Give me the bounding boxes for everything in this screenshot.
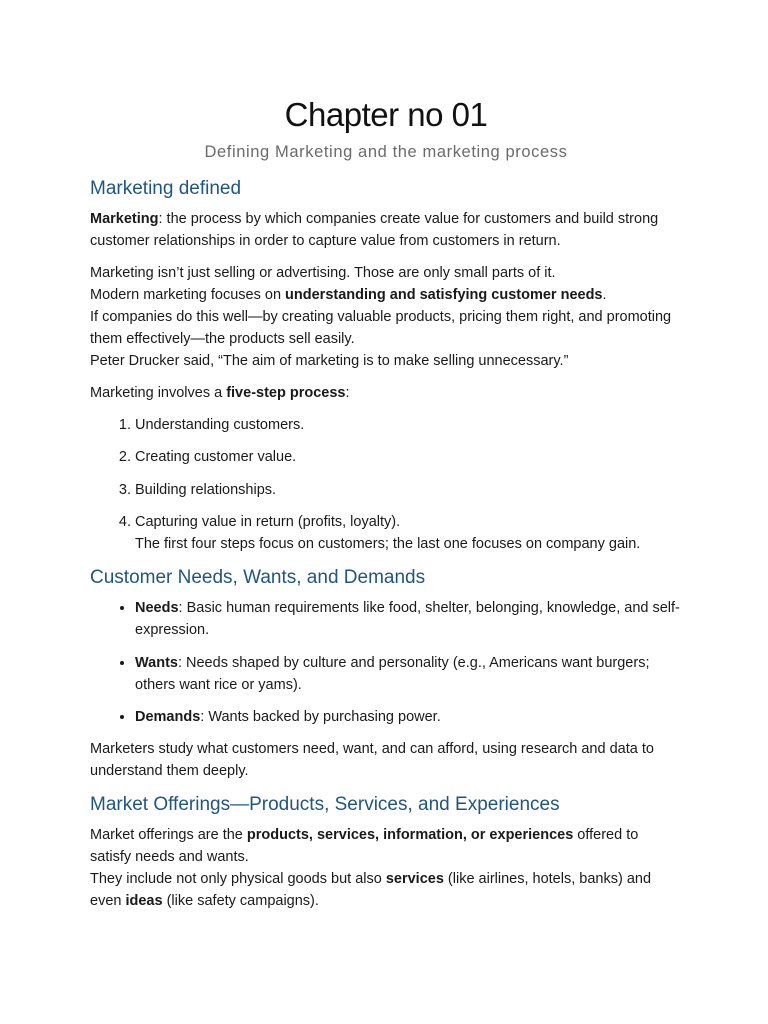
offerings-line-2-mid: (like airlines, hotels, banks) and even — [90, 870, 652, 909]
offerings-line-1 — [90, 824, 682, 868]
five-step-list — [90, 414, 682, 555]
marketing-definition — [90, 208, 682, 252]
needs-wants-demands-list — [90, 597, 682, 728]
needs-summary-paragraph: Marketers study what customers need, want, and can afford, using research and data to understand them deeply. — [90, 740, 654, 779]
five-step-intro-text: Marketing involves a — [90, 385, 227, 401]
offerings-services-bold: services — [385, 870, 444, 887]
chapter-subtitle: Defining Marketing and the marketing process — [204, 143, 568, 161]
definition-text: : the process by which companies create value for customers and build strong customer relationships in order to capture value from customers in return. — [90, 211, 659, 249]
offerings-line-1-text: Market offerings are the — [90, 826, 247, 843]
bullet-text: : Needs shaped by culture and personality (e.g., Americans want burgers; others want rice or yams). — [135, 654, 650, 693]
list-item — [135, 652, 682, 696]
five-step-intro — [90, 382, 682, 404]
marketing-overview-paragraph — [90, 262, 682, 372]
list-item: 2. Creating customer value. — [135, 446, 682, 468]
list-item — [135, 706, 682, 728]
bullet-term: Wants — [135, 654, 178, 671]
list-item-text: Capturing value in return (profits, loyalty). — [135, 514, 401, 531]
five-step-intro-end: : — [345, 385, 350, 401]
offerings-line-2 — [90, 868, 682, 912]
document-page — [90, 92, 682, 922]
list-item — [135, 597, 682, 641]
section-heading-needs-wants-demands: Customer Needs, Wants, and Demands — [90, 567, 426, 589]
chapter-title: Chapter no 01 — [284, 96, 488, 133]
list-item: 3. Building relationships. — [135, 479, 682, 501]
offerings-ideas-bold: ideas — [125, 892, 163, 909]
market-offerings-paragraph — [90, 824, 682, 912]
steps-note: The first four steps focus on customers; the last one focuses on company gain. — [135, 536, 641, 553]
definition-term: Marketing — [90, 211, 159, 227]
offerings-line-2-text: They include not only physical goods but also — [90, 870, 386, 887]
overview-line-2-end: . — [602, 287, 607, 303]
offerings-line-2-end: (like safety campaigns). — [162, 892, 319, 909]
overview-line-2-text: Modern marketing focuses on — [90, 287, 286, 303]
overview-line-2-bold: understanding and satisfying customer needs — [285, 287, 603, 303]
five-step-intro-bold: five-step process — [226, 385, 346, 401]
overview-line-2 — [90, 284, 682, 306]
bullet-term: Demands — [135, 708, 201, 725]
bullet-text: : Wants backed by purchasing power. — [200, 708, 441, 725]
section-heading-marketing-defined: Marketing defined — [90, 178, 242, 199]
section-heading-market-offerings: Market Offerings—Products, Services, and Experiences — [90, 793, 560, 815]
list-item — [135, 511, 682, 555]
overview-line-1: Marketing isn’t just selling or advertising. Those are only small parts of it. — [90, 265, 556, 281]
overview-line-4: Peter Drucker said, “The aim of marketing is to make selling unnecessary.” — [90, 353, 569, 369]
offerings-line-1-bold: products, services, information, or experiences — [246, 826, 574, 843]
bullet-text: : Basic human requirements like food, shelter, belonging, knowledge, and self-expression. — [135, 600, 680, 639]
bullet-term: Needs — [135, 600, 179, 617]
overview-line-3: If companies do this well—by creating valuable products, pricing them right, and promoting them effectively—the products sell easily. — [90, 309, 672, 347]
offerings-line-1-end: offered to satisfy needs and wants. — [90, 826, 639, 865]
list-item: 1. Understanding customers. — [135, 414, 682, 436]
